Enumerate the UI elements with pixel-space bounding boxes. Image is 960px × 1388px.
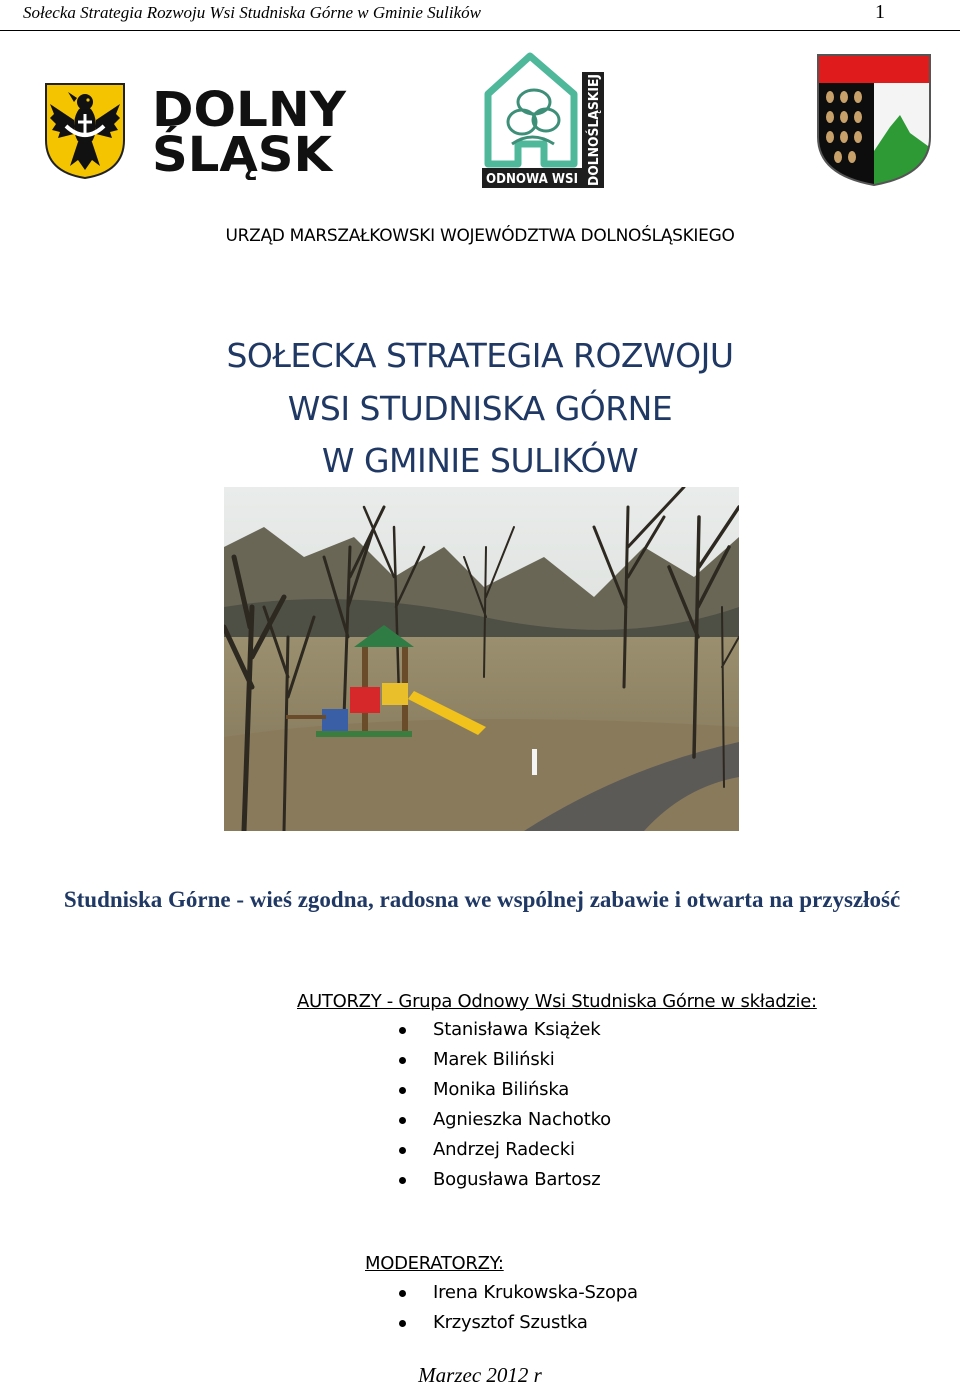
- page-number: 1: [875, 1, 885, 23]
- dolny-text: DOLNY: [152, 82, 348, 138]
- list-item: Stanisława Książek: [396, 1015, 611, 1045]
- village-playground-photo: [224, 487, 739, 831]
- odnowa-side-text: DOLNOŚLĄSKIEJ: [587, 68, 602, 186]
- list-item: Monika Bilińska: [396, 1075, 611, 1105]
- moderators-heading: MODERATORZY:: [365, 1253, 504, 1274]
- list-item: Irena Krukowska-Szopa: [396, 1278, 638, 1308]
- village-motto: Studniska Górne - wieś zgodna, radosna we wspólnej zabawie i otwarta na przyszłość: [63, 887, 901, 912]
- odnowa-wsi-logo: [482, 52, 606, 188]
- slask-text: ŚLĄSK: [152, 127, 327, 180]
- dolny-slask-wordmark: [150, 80, 350, 180]
- list-item: Agnieszka Nachotko: [396, 1105, 611, 1135]
- title-line-3: W GMINIE SULIKÓW: [321, 441, 639, 480]
- title-line-2: WSI STUDNISKA GÓRNE: [287, 389, 673, 428]
- header-title: Sołecka Strategia Rozwoju Wsi Studniska Górne w Gminie Sulików: [23, 3, 482, 22]
- authors-heading: AUTORZY - Grupa Odnowy Wsi Studniska Górne w składzie:: [297, 991, 817, 1012]
- list-item: Andrzej Radecki: [396, 1135, 611, 1165]
- odnowa-bottom-text: ODNOWA WSI: [486, 172, 578, 187]
- list-item: Marek Biliński: [396, 1045, 611, 1075]
- office-name: URZĄD MARSZAŁKOWSKI WOJEWÓDZTWA DOLNOŚLĄSKIEGO: [225, 226, 735, 246]
- running-header: [0, 0, 960, 31]
- lower-silesia-coat-of-arms: [44, 82, 126, 180]
- authors-list: [396, 1015, 611, 1195]
- list-item: Krzysztof Szustka: [396, 1308, 638, 1338]
- list-item: Bogusława Bartosz: [396, 1165, 611, 1195]
- gmina-coat-of-arms: [816, 53, 932, 187]
- document-date: Marzec 2012 r: [418, 1363, 542, 1387]
- moderators-list: [396, 1278, 638, 1338]
- title-line-1: SOŁECKA STRATEGIA ROZWOJU: [226, 336, 734, 375]
